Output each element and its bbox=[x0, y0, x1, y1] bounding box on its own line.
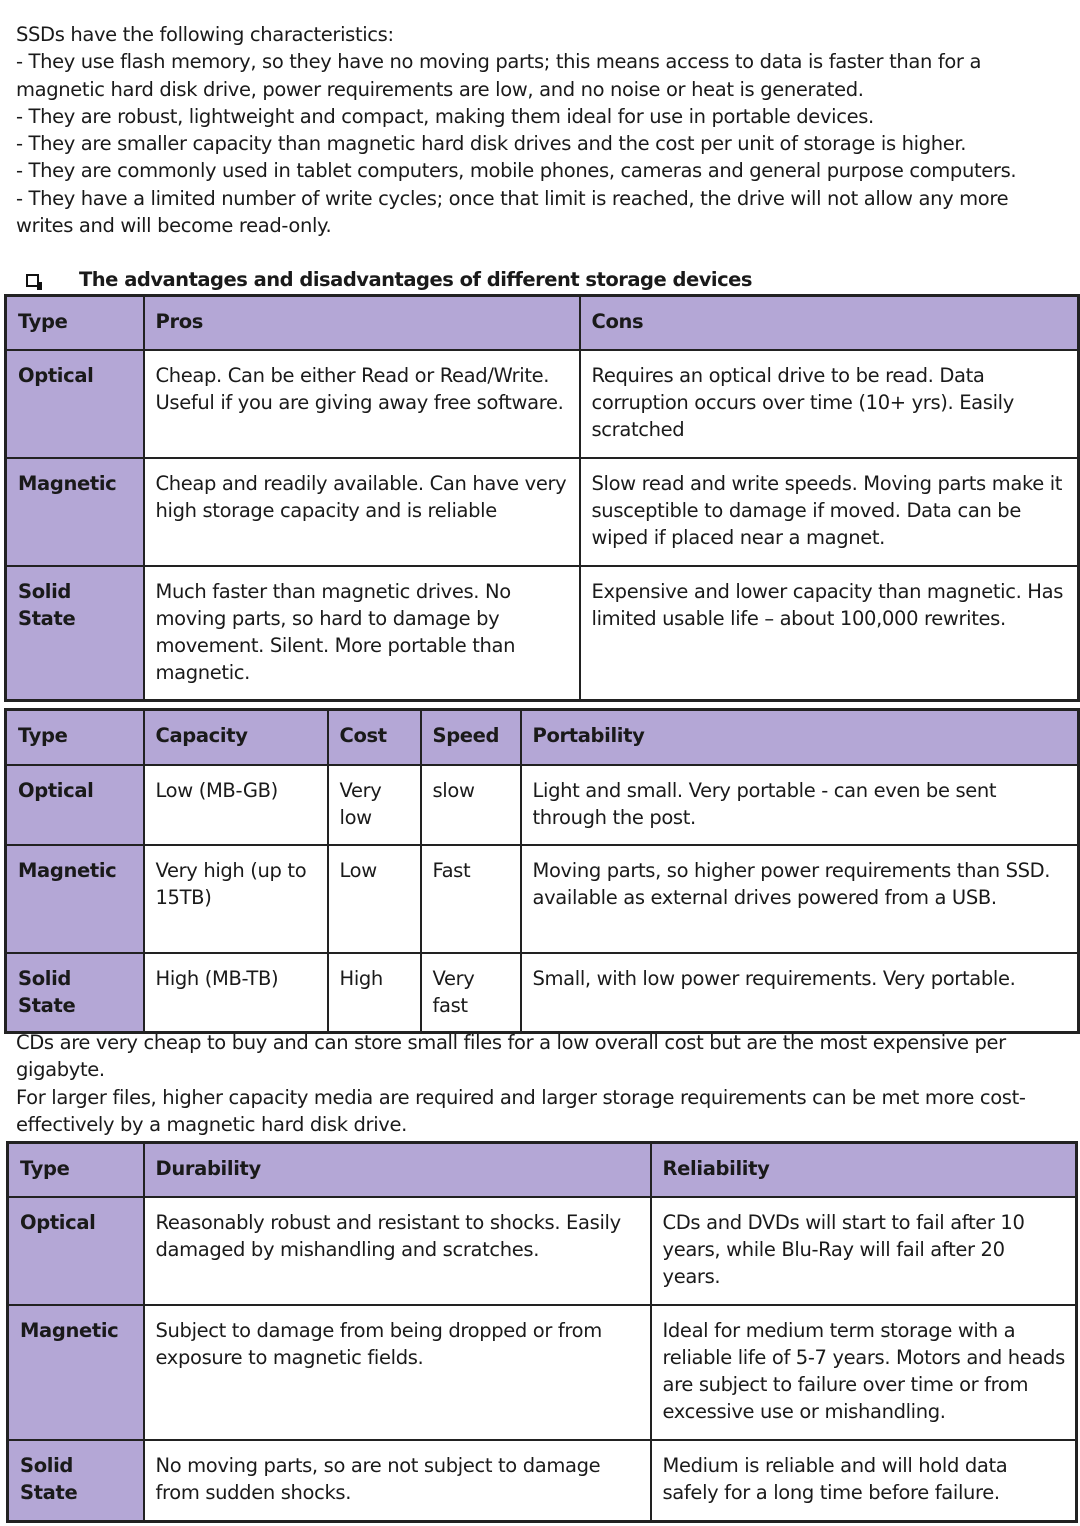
table-cell: Very fast bbox=[421, 953, 521, 1033]
column-header: Portability bbox=[521, 710, 1079, 765]
intro-line: - They have a limited number of write cycles; once that limit is reached, the drive will not allow any more writes and will become read-only. bbox=[16, 186, 1009, 238]
table-cell: Slow read and write speeds. Moving parts make it susceptible to damage if moved. Data can be wiped if placed near a magnet. bbox=[580, 458, 1079, 566]
table-cell: Fast bbox=[421, 845, 521, 953]
table-header-row bbox=[6, 710, 1079, 765]
column-header: Durability bbox=[144, 1143, 651, 1197]
section-heading bbox=[26, 266, 1066, 293]
column-header: Reliability bbox=[651, 1143, 1077, 1197]
table-row bbox=[6, 765, 1079, 845]
durability-reliability-table bbox=[6, 1141, 1078, 1523]
table-row bbox=[6, 566, 1079, 701]
intro-line: - They are commonly used in tablet computers, mobile phones, cameras and general purpose computers. bbox=[16, 159, 1017, 183]
table-cell: Very low bbox=[328, 765, 421, 845]
table-row bbox=[8, 1305, 1077, 1440]
table-cell: Subject to damage from being dropped or from exposure to magnetic fields. bbox=[144, 1305, 651, 1440]
table-cell: Cheap. Can be either Read or Read/Write. Useful if you are giving away free software. bbox=[144, 350, 580, 458]
table-row bbox=[6, 458, 1079, 566]
intro-line: - They are smaller capacity than magnetic hard disk drives and the cost per unit of storage is higher. bbox=[16, 132, 967, 156]
table-cell: No moving parts, so are not subject to damage from sudden shocks. bbox=[144, 1440, 651, 1522]
table-cell: Light and small. Very portable - can even be sent through the post. bbox=[521, 765, 1079, 845]
table-row bbox=[8, 1440, 1077, 1522]
row-type-cell: Optical bbox=[6, 350, 144, 458]
cost-notes bbox=[16, 1029, 1066, 1138]
row-type-cell: Magnetic bbox=[6, 458, 144, 566]
intro-line: - They use flash memory, so they have no moving parts; this means access to data is faster than for a magnetic hard disk drive, power requirements are low, and no noise or heat is generated. bbox=[16, 50, 982, 101]
table-header-row bbox=[6, 296, 1079, 350]
table-cell: Low (MB-GB) bbox=[144, 765, 328, 845]
table-cell: Cheap and readily available. Can have very high storage capacity and is reliable bbox=[144, 458, 580, 566]
intro-line: SSDs have the following characteristics: bbox=[16, 23, 394, 46]
table-cell: Much faster than magnetic drives. No moving parts, so hard to damage by movement. Silent. More portable than magnetic. bbox=[144, 566, 580, 701]
row-type-cell: Solid State bbox=[6, 953, 144, 1033]
table-cell: Medium is reliable and will hold data safely for a long time before failure. bbox=[651, 1440, 1077, 1522]
pros-cons-table bbox=[4, 294, 1080, 702]
column-header: Type bbox=[8, 1143, 144, 1197]
row-type-cell: Solid State bbox=[8, 1440, 144, 1522]
intro-text bbox=[16, 21, 1066, 239]
table-cell: Reasonably robust and resistant to shocks. Easily damaged by mishandling and scratches. bbox=[144, 1197, 651, 1305]
column-header: Cost bbox=[328, 710, 421, 765]
row-type-cell: Magnetic bbox=[8, 1305, 144, 1440]
table-cell: Moving parts, so higher power requirements than SSD. available as external drives powered from a USB. bbox=[521, 845, 1079, 953]
intro-line: - They are robust, lightweight and compact, making them ideal for use in portable devices. bbox=[16, 104, 874, 128]
table-row bbox=[6, 953, 1079, 1033]
column-header: Type bbox=[6, 710, 144, 765]
column-header: Type bbox=[6, 296, 144, 350]
table-cell: Low bbox=[328, 845, 421, 953]
table-cell: Requires an optical drive to be read. Data corruption occurs over time (10+ yrs). Easily scratched bbox=[580, 350, 1079, 458]
table-cell: Ideal for medium term storage with a reliable life of 5-7 years. Motors and heads are subject to failure over time or from excessive use or mishandling. bbox=[651, 1305, 1077, 1440]
column-header: Capacity bbox=[144, 710, 328, 765]
row-type-cell: Optical bbox=[8, 1197, 144, 1305]
comparison-table bbox=[4, 708, 1080, 1034]
section-heading-text: The advantages and disadvantages of different storage devices bbox=[79, 268, 752, 291]
row-type-cell: Magnetic bbox=[6, 845, 144, 953]
note-line: CDs are very cheap to buy and can store small files for a low overall cost but are the most expensive per gigabyte. bbox=[16, 1031, 1006, 1082]
row-type-cell: Optical bbox=[6, 765, 144, 845]
table-row bbox=[8, 1197, 1077, 1305]
checkbox-icon bbox=[26, 274, 39, 287]
row-type-cell: Solid State bbox=[6, 566, 144, 701]
column-header: Cons bbox=[580, 296, 1079, 350]
table-row bbox=[6, 845, 1079, 953]
table-cell: Expensive and lower capacity than magnetic. Has limited usable life – about 100,000 rewrites. bbox=[580, 566, 1079, 701]
table-cell: Very high (up to 15TB) bbox=[144, 845, 328, 953]
table-row bbox=[6, 350, 1079, 458]
table-cell: Small, with low power requirements. Very portable. bbox=[521, 953, 1079, 1033]
column-header: Pros bbox=[144, 296, 580, 350]
table-header-row bbox=[8, 1143, 1077, 1197]
table-cell: High (MB-TB) bbox=[144, 953, 328, 1033]
table-cell: High bbox=[328, 953, 421, 1033]
table-cell: CDs and DVDs will start to fail after 10 years, while Blu-Ray will fail after 20 years. bbox=[651, 1197, 1077, 1305]
column-header: Speed bbox=[421, 710, 521, 765]
table-cell: slow bbox=[421, 765, 521, 845]
note-line: For larger files, higher capacity media are required and larger storage requirements can be met more cost-effectively by a magnetic hard disk drive. bbox=[16, 1085, 1026, 1136]
